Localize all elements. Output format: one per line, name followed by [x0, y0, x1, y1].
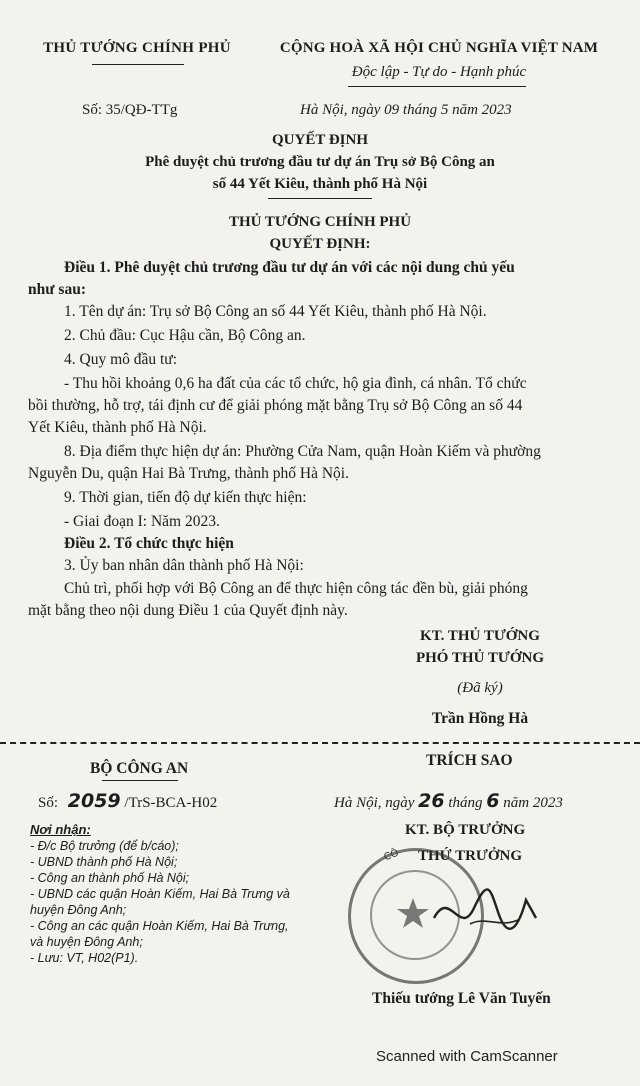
recipient-item: - Công an các quận Hoàn Kiếm, Hai Bà Trưng,	[30, 919, 289, 933]
extract-divider	[0, 742, 640, 744]
body-line-6: - Thu hồi khoảng 0,6 ha đất của các tổ chức, hộ gia đình, cá nhân. Tổ chức	[64, 375, 527, 392]
recipients-title: Nơi nhận:	[30, 822, 91, 837]
recipient-item: - Công an thành phố Hà Nội;	[30, 871, 190, 885]
national-motto: Độc lập - Tự do - Hạnh phúc	[351, 64, 527, 80]
extract-signer: Thiếu tướng Lê Văn Tuyến	[372, 990, 551, 1007]
body-line-12: - Giai đoạn I: Năm 2023.	[64, 513, 220, 530]
decision-subtitle-line-2: số 44 Yết Kiêu, thành phố Hà Nội	[212, 176, 428, 192]
decision-subtitle-line-1: Phê duyệt chủ trương đầu tư dự án Trụ sở Bộ Công an	[145, 154, 495, 170]
decision-title: QUYẾT ĐỊNH	[272, 132, 368, 148]
recipient-item: - Lưu: VT, H02(P1).	[30, 951, 139, 965]
extract-number-handwritten: 2059	[67, 790, 121, 812]
signer-name: Trần Hồng Hà	[431, 710, 529, 727]
extract-position-1: KT. BỘ TRƯỞNG	[405, 822, 526, 838]
document-date: Hà Nội, ngày 09 tháng 5 năm 2023	[300, 102, 512, 118]
body-line-9: 8. Địa điểm thực hiện dự án: Phường Cửa Nam, quận Hoàn Kiếm và phường	[64, 443, 541, 460]
extract-org: BỘ CÔNG AN	[90, 760, 189, 777]
body-line-5: 4. Quy mô đầu tư:	[64, 351, 178, 368]
body-line-10: Nguyễn Du, quận Hai Bà Trưng, thành phố Hà Nội.	[28, 465, 349, 482]
extract-org-underline	[102, 780, 178, 781]
extract-date-prefix: Hà Nội, ngày	[334, 795, 415, 811]
header-left-underline	[92, 64, 184, 65]
extract-number-line	[38, 790, 217, 812]
body-line-3: 1. Tên dự án: Trụ sở Bộ Công an số 44 Yết Kiêu, thành phố Hà Nội.	[64, 303, 487, 320]
issuing-authority: THỦ TƯỚNG CHÍNH PHỦ	[43, 40, 231, 56]
national-title: CỘNG HOÀ XÃ HỘI CHỦ NGHĨA VIỆT NAM	[279, 40, 599, 56]
seal-text: CÔ	[382, 847, 401, 864]
extract-month-handwritten: 6	[486, 790, 500, 812]
handwritten-signature	[430, 878, 540, 953]
signature-position-2: PHÓ THỦ TƯỚNG	[415, 650, 545, 666]
signature-position-1: KT. THỦ TƯỚNG	[420, 628, 540, 644]
body-line-7: bồi thường, hỗ trợ, tái định cư để giải phóng mặt bằng Trụ sở Bộ Công an số 44	[28, 397, 523, 414]
decides-heading: QUYẾT ĐỊNH:	[269, 236, 371, 252]
signed-note: (Đã ký)	[457, 680, 503, 696]
article-1-line	[64, 259, 515, 277]
extract-number-suffix: /TrS-BCA-H02	[124, 795, 218, 811]
extract-position-2: THỨ TRƯỞNG	[418, 848, 523, 864]
body-line-14: 3. Ủy ban nhân dân thành phố Hà Nội:	[64, 557, 304, 574]
extract-month-text: tháng	[448, 795, 483, 811]
seal-star-icon	[396, 896, 430, 930]
document-number: Số: 35/QĐ-TTg	[82, 102, 178, 118]
recipients-block	[30, 822, 290, 966]
body-line-2: như sau:	[28, 281, 86, 298]
extract-date-line	[334, 790, 563, 812]
body-line-8: Yết Kiêu, thành phố Hà Nội.	[28, 419, 207, 436]
recipient-item: và huyện Đông Anh;	[30, 935, 143, 949]
recipient-item: huyện Đông Anh;	[30, 903, 127, 917]
article-2-heading: Điều 2. Tổ chức thực hiện	[64, 535, 234, 552]
issuer-name: THỦ TƯỚNG CHÍNH PHỦ	[228, 214, 412, 230]
body-line-4: 2. Chủ đầu: Cục Hậu cần, Bộ Công an.	[64, 327, 306, 344]
extract-day-handwritten: 26	[418, 790, 445, 812]
body-line-16: mặt bằng theo nội dung Điều 1 của Quyết định này.	[28, 602, 348, 619]
scanner-watermark: Scanned with CamScanner	[376, 1048, 558, 1065]
recipient-item: - UBND các quận Hoàn Kiếm, Hai Bà Trưng và	[30, 887, 290, 901]
title-underline	[268, 198, 372, 199]
extract-number-prefix: Số:	[38, 795, 59, 811]
extract-label: TRÍCH SAO	[426, 752, 513, 769]
header-right-underline	[348, 86, 526, 87]
body-line-11: 9. Thời gian, tiến độ dự kiến thực hiện:	[64, 489, 307, 506]
body-line-15: Chủ trì, phối hợp với Bộ Công an để thực hiện công tác đền bù, giải phóng	[64, 580, 528, 597]
extract-year-text: năm 2023	[503, 795, 563, 811]
recipient-item: - Đ/c Bộ trưởng (để b/cáo);	[30, 839, 179, 853]
article-1-text: Điều 1. Phê duyệt chủ trương đầu tư dự án với các nội dung chủ yếu	[64, 259, 515, 276]
recipient-item: - UBND thành phố Hà Nội;	[30, 855, 178, 869]
